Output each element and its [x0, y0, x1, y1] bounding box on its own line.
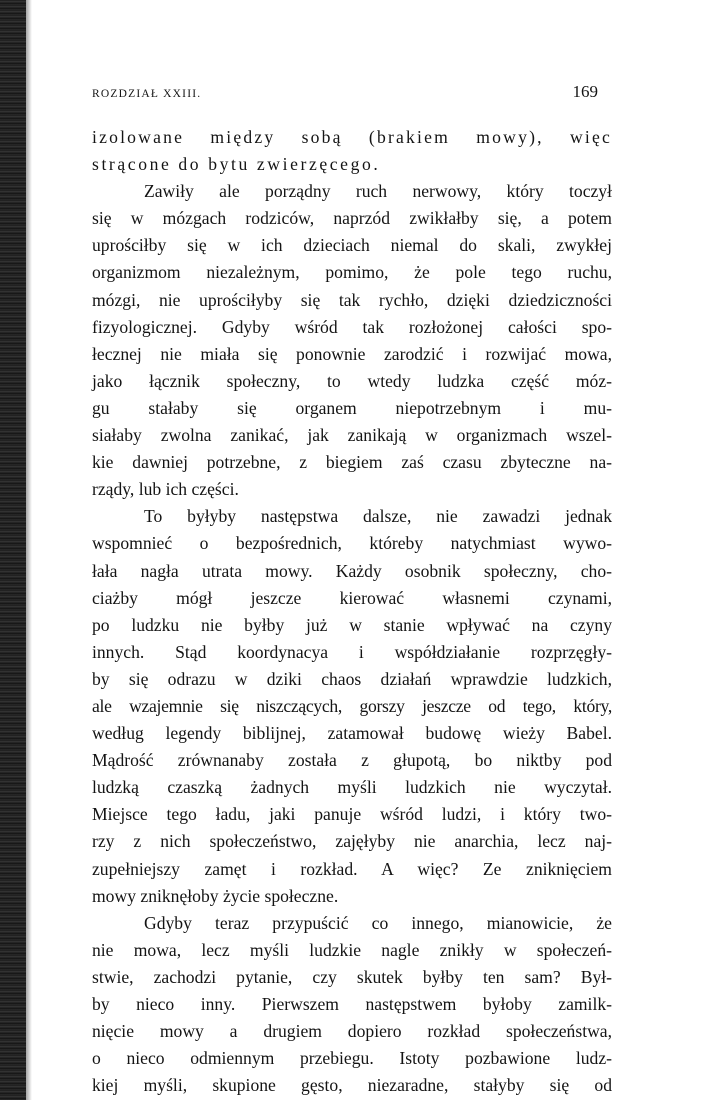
text-line: według legendy biblijnej, zatamował budowę wieży Babel.	[92, 723, 612, 744]
running-head: ROZDZIAŁ XXIII.	[92, 88, 202, 100]
text-line: Zawiły ale porządny ruch nerwowy, który toczył	[144, 181, 612, 202]
text-line: Mądrość zrównanaby została z głupotą, bo niktby pod	[92, 750, 612, 771]
text-line: ale wzajemnie się niszczących, gorszy jeszcze od tego, który,	[92, 695, 612, 716]
text-line: Miejsce tego ładu, jaki panuje wśród ludzi, i który two-	[92, 804, 612, 825]
text-line: izolowane między sobą (brakiem mowy), więc	[92, 127, 612, 147]
text-line: o nieco odmiennym przebiegu. Istoty pozbawione ludz-	[92, 1048, 612, 1069]
page-number: 169	[572, 82, 598, 101]
text-line: nięcie mowy a drugiem dopiero rozkład społeczeństwa,	[92, 1021, 612, 1042]
text-line: kie dawniej potrzebne, z biegiem zaś czasu zbyteczne na-	[92, 452, 612, 473]
text-line: mowy zniknęłoby życie społeczne.	[92, 885, 339, 906]
text-line: zupełniejszy zamęt i rozkład. A więc? Ze zniknięciem	[92, 858, 612, 879]
text-line: łała nagła utrata mowy. Każdy osobnik społeczny, cho-	[92, 560, 612, 581]
scan-edge-shadow	[0, 0, 26, 1100]
text-line: nie mowa, lecz myśli ludzkie nagle znikły w społeczeń-	[92, 939, 612, 960]
text-line: po ludzku nie byłby już w stanie wpływać na czyny	[92, 614, 612, 635]
text-line: ludzką czaszką żadnych myśli ludzkich nie wyczytał.	[92, 777, 612, 798]
page-header	[92, 82, 600, 106]
text-line: by nieco inny. Pierwszem następstwem byłoby zamilk-	[92, 994, 612, 1014]
text-line: strącone do bytu zwierzęcego.	[92, 154, 381, 175]
text-line: jako łącznik społeczny, to wtedy ludzka część móz-	[92, 370, 612, 391]
text-line: się w mózgach rodziców, naprzód zwikłałby się, a potem	[92, 208, 612, 229]
text-line: łecznej nie miała się ponownie zarodzić i rozwijać mowa,	[92, 343, 612, 364]
text-line: ciażby mógł jeszcze kierować własnemi czynami,	[92, 587, 612, 608]
body-text	[92, 124, 612, 1099]
text-line: stwie, zachodzi pytanie, czy skutek byłby ten sam? Był-	[92, 966, 612, 987]
text-line: fizyologicznej. Gdyby wśród tak rozłożonej całości spo-	[92, 316, 612, 337]
text-line: rzy z nich społeczeństwo, zajęłyby nie anarchia, lecz naj-	[92, 831, 612, 852]
text-line: uprościłby się w ich dzieciach niemal do skali, zwykłej	[92, 235, 612, 256]
text-line: wspomnieć o bezpośrednich, któreby natychmiast wywo-	[92, 533, 612, 554]
text-line: To byłyby następstwa dalsze, nie zawadzi jednak	[144, 506, 612, 527]
text-line: innych. Stąd koordynacya i współdziałanie rozprzęgły-	[92, 641, 612, 662]
text-line: mózgi, nie uprościłyby się tak rychło, dzięki dziedziczności	[92, 289, 612, 310]
text-line: gu stałaby się organem niepotrzebnym i mu-	[92, 397, 612, 418]
text-line: by się odrazu w dziki chaos działań wprawdzie ludzkich,	[92, 668, 612, 689]
text-line: Gdyby teraz przypuścić co innego, mianowicie, że	[144, 912, 612, 933]
text-line: siałaby zwolna zanikać, jak zanikają w organizmach wszel-	[92, 425, 612, 446]
text-line: rządy, lub ich części.	[92, 479, 239, 500]
text-line: organizmom niezależnym, pomimo, że pole tego ruchu,	[92, 262, 612, 283]
text-line: kiej myśli, skupione gęsto, niezaradne, stałyby się od	[92, 1075, 612, 1096]
